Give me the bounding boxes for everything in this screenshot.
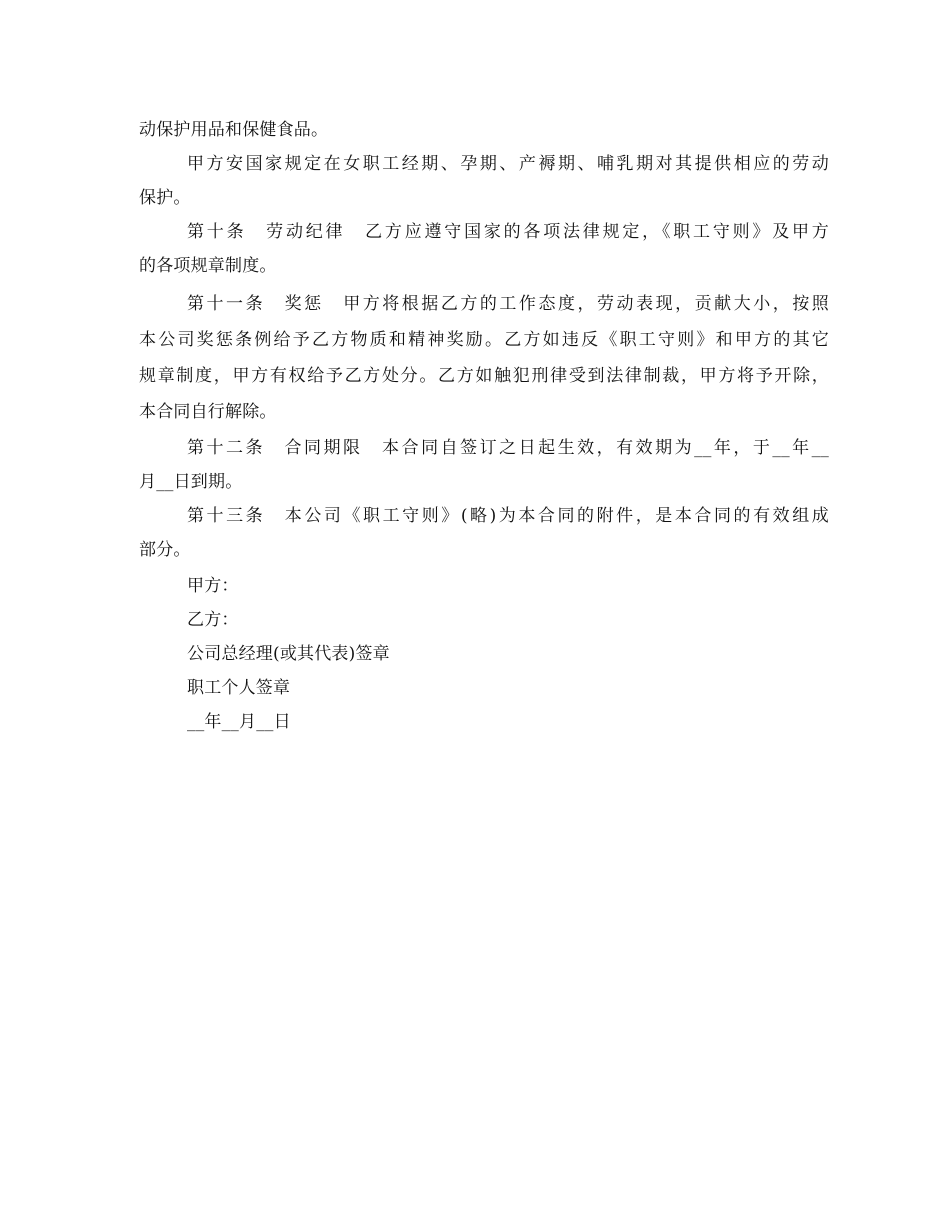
paragraph-line: 月__日到期。 <box>139 472 243 492</box>
paragraph-line: 规章制度，甲方有权给予乙方处分。乙方如触犯刑律受到法律制裁，甲方将予开除， <box>139 366 829 386</box>
paragraph-line: 本公司奖惩条例给予乙方物质和精神奖励。乙方如违反《职工守则》和甲方的其它 <box>139 330 829 350</box>
article-13-line: 第十三条 本公司《职工守则》(略)为本合同的附件，是本合同的有效组成 <box>187 506 829 526</box>
article-10-line: 第十条 劳动纪律 乙方应遵守国家的各项法律规定，《职工守则》及甲方 <box>187 222 829 242</box>
party-b-label: 乙方： <box>187 610 239 630</box>
paragraph-line: 部分。 <box>139 540 191 560</box>
date-line: __年__月__日 <box>187 712 291 732</box>
manager-signature-label: 公司总经理(或其代表)签章 <box>187 644 390 664</box>
paragraph-line: 本合同自行解除。 <box>139 402 277 422</box>
paragraph-line: 动保护用品和保健食品。 <box>139 120 329 140</box>
employee-signature-label: 职工个人签章 <box>187 678 291 698</box>
paragraph-line: 的各项规章制度。 <box>139 256 277 276</box>
paragraph-line: 保护。 <box>139 188 191 208</box>
article-11-line: 第十一条 奖惩 甲方将根据乙方的工作态度，劳动表现，贡献大小，按照 <box>187 294 829 314</box>
article-12-line: 第十二条 合同期限 本合同自签订之日起生效，有效期为__年，于__年__ <box>187 438 829 458</box>
paragraph-line: 甲方安国家规定在女职工经期、孕期、产褥期、哺乳期对其提供相应的劳动 <box>187 154 829 174</box>
party-a-label: 甲方： <box>187 576 239 596</box>
